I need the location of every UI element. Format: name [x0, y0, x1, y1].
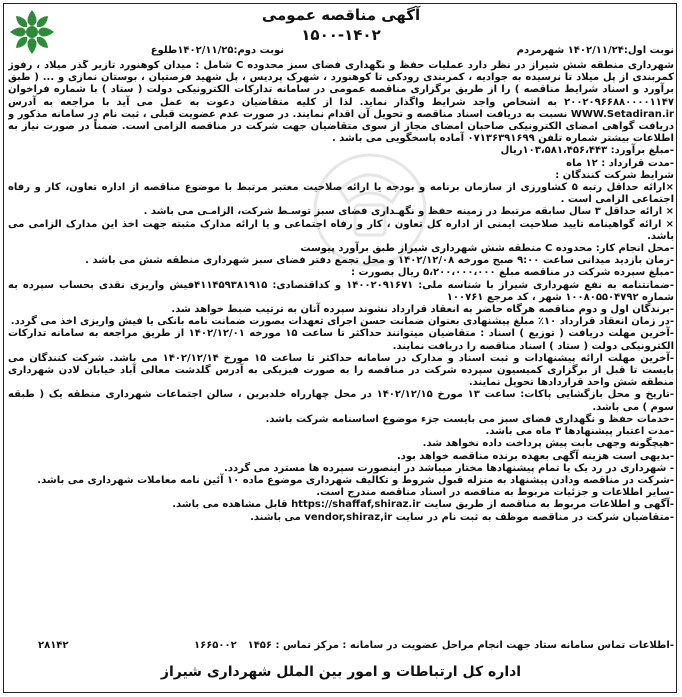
contact-label: -اطلاعات تماس سامانه ستاد جهت انجام مراحل عضویت در سامانه : مرکز تماس : ۱۴۵۶	[247, 640, 674, 651]
ad-paragraph: -سایر اطلاعات و جزئیات مربوط به مناقصه در اسناد مناقصه مندرج است.	[316, 487, 674, 499]
ad-footer: اداره کل ارتباطات و امور بین الملل شهرداری شیراز	[160, 664, 522, 680]
ad-paragraph: -هیچگونه وجهی بابت پیش پرداخت داده نخواهد شد.	[422, 438, 674, 450]
ad-paragraph: -زمان بازدید میدانی ساعت ۹:۰۰ صبح مورخه ۱۴۰۲/۱۲/۰۸ و محل تجمع دفتر فضای سبز شهرداری منطقه شش می باشد .	[85, 255, 674, 267]
ad-paragraph: -مدت قرارداد : ۱۲ ماه	[566, 157, 674, 169]
ad-paragraph: - شهرداری در رد یک یا تمام پیشنهادها مختار میباشد در اینصورت سپرده ها مسترد می گردد.	[224, 462, 674, 474]
ad-paragraph: ×ارائه حداقل رتبه ۵ کشاورزی از سازمان برنامه و بودجه یا ارائه صلاحیت معتبر مرتبط با موضوع مناقصه از اداره تعاون، کار و رفاه اجتماعی الزامی است .	[8, 182, 674, 206]
ad-paragraph: -متقاضیان شرکت در مناقصه موظف به ثبت نام در سایت vendor,shiraz,ir می باشند.	[250, 511, 674, 523]
ad-number: ۱۵۰۰-۱۴۰۲	[301, 26, 381, 44]
ad-paragraph: -آگهی و اطلاعات مربوط به مناقصه از طریق سایت https://shaffaf,shiraz.ir قابل مشاهده می باشد.	[172, 499, 674, 511]
ad-paragraph: -تاریخ و محل بازگشایی پاکات: ساعت ۱۳ مورخ ۱۴۰۲/۱۲/۱۵ در محل چهارراه خلدبرین ، سالن اجتماعات شهرداری منطقه یک ( طبقه سوم ) می باشد.	[8, 389, 674, 413]
contact-line	[8, 640, 674, 654]
contact-phone-2: ۲۸۱۴۲	[38, 640, 69, 651]
ad-paragraph: شهرداری منطقه شش شیراز در نظر دارد عملیات حفظ و نگهداری فضای سبز محدوده C شامل : میدان کوهنورد تازیر گذر میلاد ، رفوژ کمربندی از پل میلاد تا نرسیده به جوادیه ، کمربندی رودکی تا کوهنورد ، شهرک پردیس ، پل شهید فرصتیان ، بوستان نمازی و ... ( طبق برآورد و اسناد شرایط مناقصه ) را از طریق برگزاری مناقصه عمومی در سامانه تدارکات الکترونیکی دولت ( ستاد ) با شماره فراخوان ۲۰۰۲۰۹۶۶۸۸۰۰۰۰۱۱۴۷ به اشخاص واجد شرایط واگذار نماید. لذا از کلیه متقاضیان دعوت به عمل می آید با مراجعه به آدرس WWW.Setadiran.ir نسبت به دریافت اسناد مناقصه و تحویل آن اقدام نمایند. در صورت عدم عضویت قبلی ، ثبت نام در سامانه مذکور و دریافت گواهی امضای الکترونیکی صاحبان امضای مجاز از سوی متقاضیان جهت شرکت در مناقصه الزامی است. ضمناً در صورت نیاز به اطلاعات بیشتر شماره تلفن ۰۷۱۳۶۳۹۱۶۹۹ آماده پاسخگویی می باشد .	[8, 60, 674, 145]
ad-paragraph: -در زمان انعقاد قرارداد ۱۰٪ مبلغ پیشنهادی بعنوان ضمانت حسن اجرای تعهدات بصورت ضمانت نامه بانکی یا فیش واریزی اخذ می گردد.	[10, 316, 674, 328]
ad-title: آگهی مناقصه عمومی	[261, 6, 421, 24]
ad-paragraph: -خدمات حفظ و نگهداری فضای سبز می بایست جزء موضوع اساسنامه شرکت باشد.	[265, 413, 674, 425]
ad-paragraph: × ارائه حداقل ۳ سال سابقه مرتبط در زمینه حفظ و نگهـداری فضای سبز توسـط شرکت، الزامـی می باشد .	[143, 206, 674, 218]
ad-body	[8, 60, 674, 620]
publication-dates	[8, 45, 674, 61]
contact-phone-1: ۱۶۶۵۰۰۲	[194, 640, 237, 651]
first-publication: نوبت اول:۱۴۰۲/۱۱/۲۴ شهرمردم	[516, 45, 674, 56]
ad-paragraph: -آخرین مهلت دریافت ( توزیع ) اسناد : متقاضیان میتوانند حداکثر تا ساعت ۱۵ مورخه ۱۴۰۲/۱۲/۰۱ از طریق مراجعه به سامانه تدارکات الکترونیکی دولت ( ستاد ) اسناد مناقصه را دریافت نمایند.	[8, 328, 674, 352]
ad-paragraph: -ضمانتنامه به نفع شهرداری شیراز با شناسه ملی: ۱۴۰۰۲۰۹۱۶۷۱ و کداقتصادی: ۴۱۱۴۵۹۳۸۱۹۱۵فیش واریزی نقدی بحساب سپرده به شماره ۱۰۰۸۰۵۵۰۴۷۹۲ شهر ، کد مرجع ۱۰۰۷۶۱	[8, 279, 674, 303]
ad-paragraph: -مبلغ برآورد: ۱۰۳،۵۸۱،۴۵۶،۴۴۳ریال	[500, 145, 674, 157]
ad-paragraph: -مبلغ سپرده شرکت در مناقصه مبلغ ۵،۲۰۰،۰۰۰،۰۰۰ ریال بصورت :	[351, 267, 674, 279]
second-publication: نوبت دوم:۱۴۰۲/۱۱/۲۵طلوع	[150, 45, 284, 56]
ad-paragraph: -آخرین مهلت ارائه پیشنهادات و ثبت اسناد و مدارک در سامانه حداکثر تا ساعت ۱۵ مورخ ۱۴۰۲/۱۲/۱۴ می باشد. شرکت کنندگان می بایست تا قبل از برگزاری کمیسیون سپرده شرکت در مناقصه را به صورت فیزیکی به آدرس گلدشت معالی آباد خیابان لادن شهرداری منطقه شش واحد قراردادها تحویل نمایند.	[8, 352, 674, 389]
ad-paragraph: -محل انجام کار: محدوده C منطقه شش شهرداری شیراز طبق برآورد پیوست	[300, 243, 674, 255]
ad-paragraph: -مدت اعتبار پیشنهادها ۳ ماه می باشد.	[485, 426, 674, 438]
ad-paragraph: -بدیهی است هزینه آگهی بعهده برنده مناقصه خواهد بود.	[396, 450, 674, 462]
ad-header	[60, 6, 622, 44]
ad-paragraph: -برندگان اول و دوم مناقصه هرگاه حاضر به انعقاد قرارداد نشوند سپرده آنان به ترتیب ضبط خواهد شد.	[171, 304, 674, 316]
ad-paragraph: -شرکت در مناقصه ودادن پیشنهاد به منزله قبول شروط و تکالیف شهرداری موضوع ماده ۱۰ آئین نامه معاملات شهرداری می باشد.	[37, 474, 674, 486]
ad-paragraph: شرایط شرکت کنندگان :	[555, 169, 674, 181]
ad-paragraph: × ارائه گواهینامه تایید صلاحیت ایمنی از اداره کل تعاون ، کار و رفاه اجتماعی و یا ارائه مدارک مثبته جهت اخذ این مدارک الزامی می باشد.	[8, 218, 674, 242]
